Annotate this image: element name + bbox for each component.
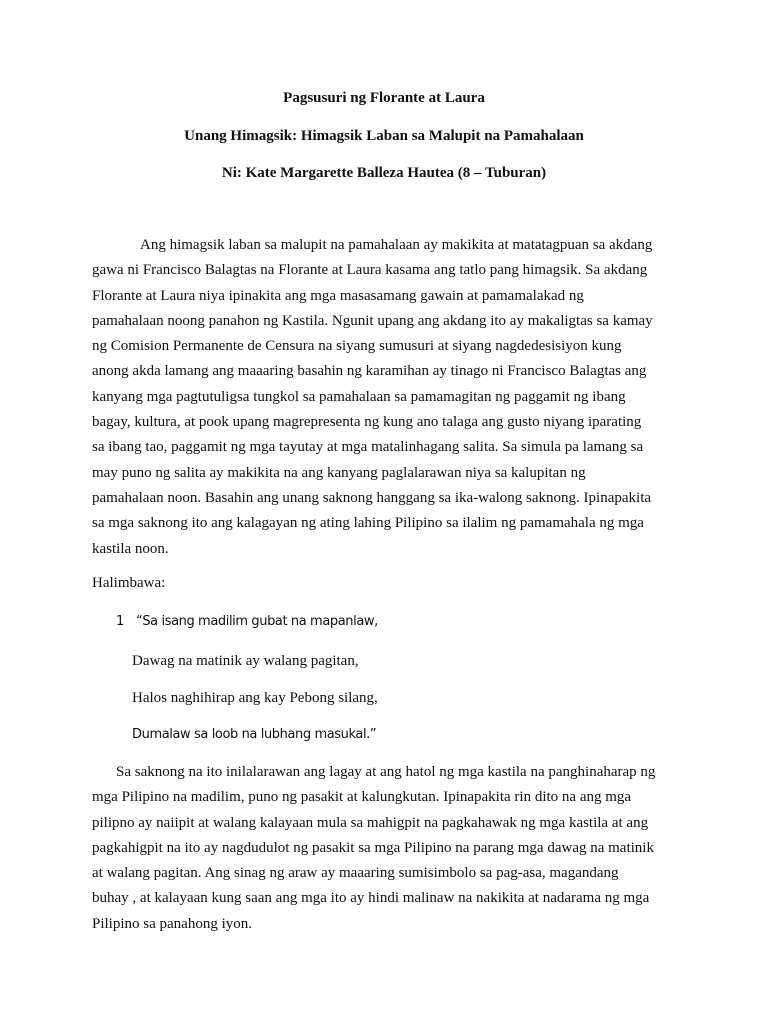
paragraph-line: sa mga saknong ito ang kalagayan ng ating lahing Pilipino sa ilalim ng pamamahala ng mga [92, 515, 644, 532]
verse-text: “Sa isang madilim gubat na mapanlaw, [136, 614, 378, 629]
paragraph-line: Pilipino sa panahong iyon. [92, 915, 252, 932]
verse-line-4: Dumalaw sa loob na lubhang masukal.” [132, 727, 377, 742]
verse-number: 1 [116, 614, 124, 629]
paragraph-line: kanyang mga pagtutuligsa tungkol sa pamahalaan sa pamamagitan ng paggamit ng ibang [92, 388, 626, 405]
example-label: Halimbawa: [92, 575, 166, 591]
paragraph-analysis [92, 760, 682, 937]
document-subtitle: Unang Himagsik: Himagsik Laban sa Malupit na Pamahalaan [184, 128, 584, 144]
document-author: Ni: Kate Margarette Balleza Hautea (8 – Tuburan) [221, 165, 547, 181]
paragraph-line: buhay , at kalayaan kung saan ang mga ito ay hindi malinaw na nakikita at nadarama ng mga [92, 890, 650, 907]
paragraph-line: pamahalaan noon. Basahin ang unang saknong hanggang sa ika-walong saknong. Ipinapakita [92, 489, 652, 506]
paragraph-line: pilipno ay naiipit at walang kalayaan mula sa mahigpit na pagkahawak ng mga kastila at ang [92, 814, 649, 831]
document-title: Pagsusuri ng Florante at Laura [283, 90, 485, 106]
paragraph-line: mga Pilipino na madilim, puno ng pasakit at kalungkutan. Ipinapakita rin dito na ang mga [92, 789, 632, 806]
paragraph-line: bagay, kultura, at pook upang magrepresenta ng kung ano talaga ang gusto niyang iparating [92, 414, 642, 431]
paragraph-line: pamahalaan noong panahon ng Kastila. Ngunit upang ang akdang ito ay makaligtas sa kamay [92, 312, 653, 329]
verse-line-2: Dawag na matinik ay walang pagitan, [132, 653, 359, 669]
paragraph-intro [92, 233, 680, 562]
paragraph-line: Sa saknong na ito inilalarawan ang lagay at ang hatol ng mga kastila na panghinaharap ng [116, 764, 656, 780]
verse-line-1 [116, 612, 378, 632]
paragraph-line: kastila noon. [92, 540, 169, 557]
paragraph-line: at walang pagitan. Ang sinag ng araw ay maaaring sumisimbolo sa pag-asa, magandang [92, 865, 619, 882]
paragraph-line: ng Comision Permanente de Censura na siyang sumusuri at siyang nagdedesisiyon kung [92, 338, 622, 355]
paragraph-line: anong akda lamang ang maaaring basahin ng karamihan ay tinago ni Francisco Balagtas ang [92, 363, 647, 380]
paragraph-line: Florante at Laura niya ipinakita ang mga masasamang gawain at pamamalakad ng [92, 287, 584, 304]
paragraph-line: Ang himagsik laban sa malupit na pamahalaan ay makikita at matatagpuan sa akdang [140, 237, 653, 253]
paragraph-line: may puno ng salita ay makikita na ang kanyang paglalarawan niya sa kalupitan ng [92, 464, 586, 481]
verse-line-3: Halos naghihirap ang kay Pebong silang, [132, 690, 378, 706]
paragraph-line: pagkahigpit na ito ay nagdudulot ng pasakit sa mga Pilipino na parang mga dawag na matinik [92, 839, 654, 856]
paragraph-line: sa ibang tao, paggamit ng mga tayutay at mga matalinhagang salita. Sa simula pa lamang sa [92, 439, 644, 456]
paragraph-line: gawa ni Francisco Balagtas na Florante at Laura kasama ang tatlo pang himagsik. Sa akdang [92, 262, 648, 279]
